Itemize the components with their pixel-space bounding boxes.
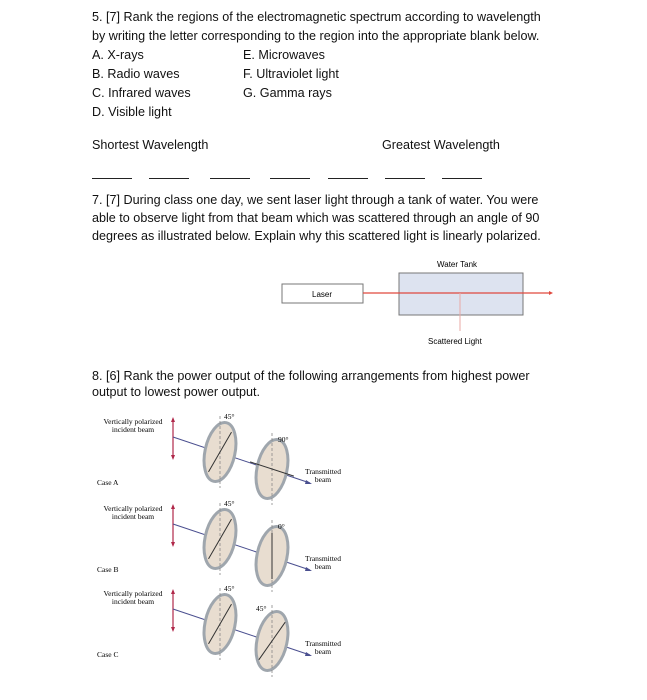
transmitted-label-line-2: beam: [314, 562, 332, 571]
option-a: A. X-rays: [92, 48, 144, 62]
angle-label-2: 45°: [256, 604, 267, 613]
beam-arrowhead-icon: [549, 291, 553, 295]
incident-label-line-1: Vertically polarized: [103, 589, 163, 598]
greatest-wavelength-label: Greatest Wavelength: [382, 138, 500, 152]
polarizer-case-2: [97, 499, 341, 592]
option-f: F. Ultraviolet light: [243, 67, 339, 81]
q8-line-2: output to lowest power output.: [92, 385, 261, 399]
transmitted-label-line-1: Transmitted: [305, 554, 341, 563]
laser-label: Laser: [312, 290, 333, 299]
q7-line-2: able to observe light from that beam which was scattered through an angle of 90: [92, 211, 540, 225]
water-tank-label: Water Tank: [437, 260, 478, 269]
case-label: Case C: [97, 650, 119, 659]
q5-line-1: 5. [7] Rank the regions of the electromagnetic spectrum according to wavelength: [92, 10, 541, 24]
beam-arrowhead-icon: [305, 480, 312, 484]
case-label: Case A: [97, 478, 119, 487]
arrow-down-icon: [171, 627, 175, 632]
polarizer-case-1: [97, 412, 341, 505]
angle-label-2: 90°: [278, 435, 289, 444]
q5-line-2: by writing the letter corresponding to the region into the appropriate blank below.: [92, 29, 540, 43]
water-tank: [399, 273, 523, 315]
incident-label-line-2: incident beam: [111, 597, 155, 606]
angle-label-1: 45°: [224, 584, 235, 593]
arrow-down-icon: [171, 542, 175, 547]
angle-label-1: 45°: [224, 412, 235, 421]
polarizer-case-3: [97, 584, 341, 677]
option-c: C. Infrared waves: [92, 86, 191, 100]
arrow-up-icon: [171, 417, 175, 422]
q7-line-1: 7. [7] During class one day, we sent laser light through a tank of water. You were: [92, 193, 539, 207]
water-tank-diagram: [282, 260, 553, 346]
q7-line-3: degrees as illustrated below. Explain why this scattered light is linearly polarized.: [92, 229, 541, 243]
beam-arrowhead-icon: [305, 567, 312, 571]
arrow-up-icon: [171, 589, 175, 594]
incident-label-line-1: Vertically polarized: [103, 417, 163, 426]
incident-label-line-2: incident beam: [111, 512, 155, 521]
option-d: D. Visible light: [92, 105, 172, 119]
transmitted-label-line-1: Transmitted: [305, 467, 341, 476]
incident-label-line-2: incident beam: [111, 425, 155, 434]
angle-label-1: 45°: [224, 499, 235, 508]
angle-label-2: 0°: [278, 522, 285, 531]
shortest-wavelength-label: Shortest Wavelength: [92, 138, 209, 152]
case-label: Case B: [97, 565, 119, 574]
option-e: E. Microwaves: [243, 48, 325, 62]
transmitted-label-line-1: Transmitted: [305, 639, 341, 648]
option-g: G. Gamma rays: [243, 86, 332, 100]
transmitted-label-line-2: beam: [314, 647, 332, 656]
incident-label-line-1: Vertically polarized: [103, 504, 163, 513]
arrow-up-icon: [171, 504, 175, 509]
transmitted-label-line-2: beam: [314, 475, 332, 484]
option-b: B. Radio waves: [92, 67, 180, 81]
scattered-light-label: Scattered Light: [428, 337, 482, 346]
arrow-down-icon: [171, 455, 175, 460]
q8-line-1: 8. [6] Rank the power output of the following arrangements from highest power: [92, 369, 530, 383]
beam-arrowhead-icon: [305, 652, 312, 656]
